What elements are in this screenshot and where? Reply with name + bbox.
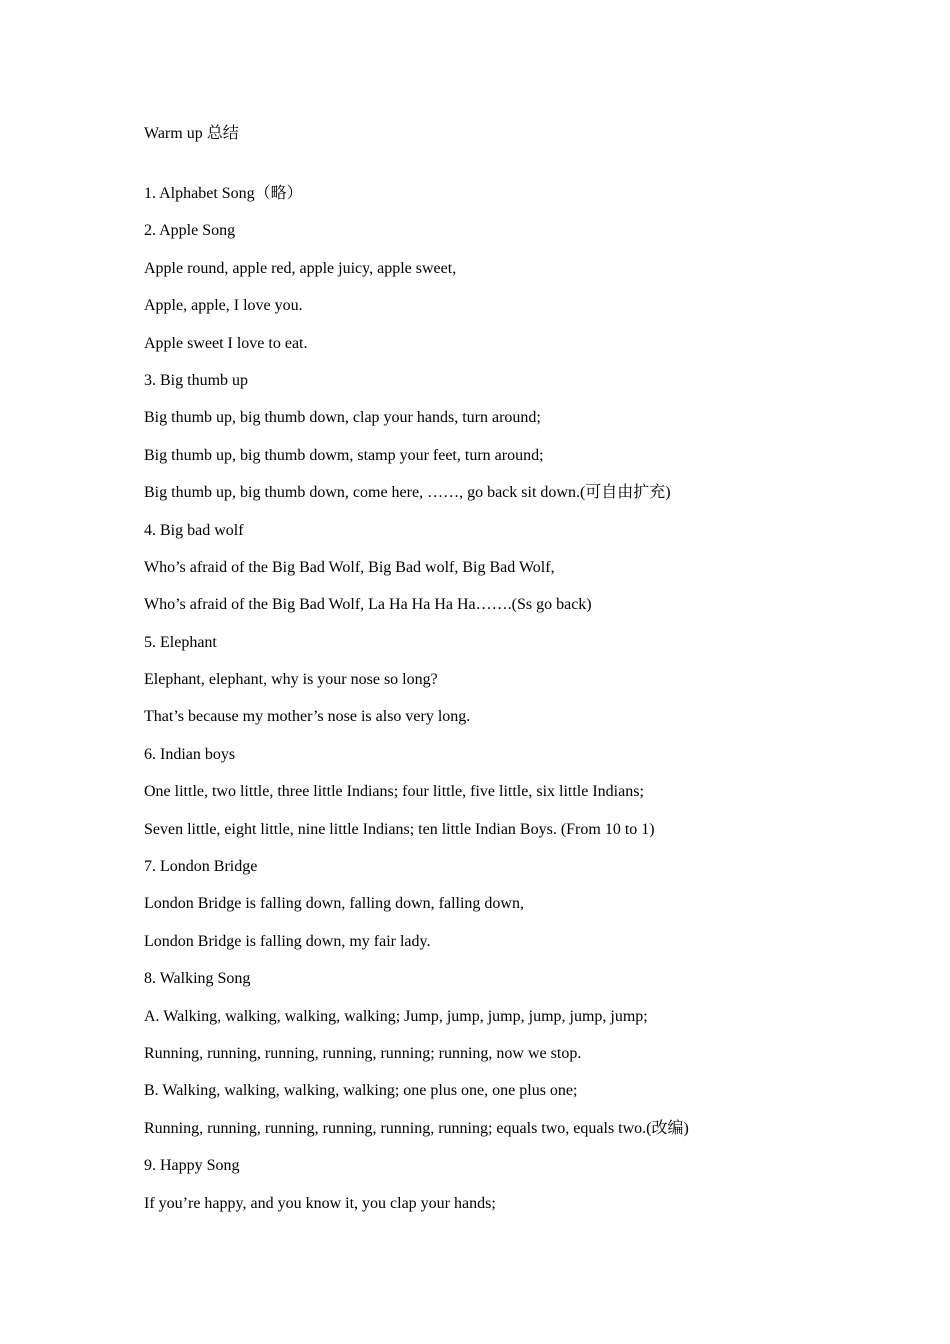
section-heading-indian-boys: 6. Indian boys: [144, 745, 236, 763]
lyric-line: Big thumb up, big thumb dowm, stamp your feet, turn around;: [144, 446, 544, 464]
section-heading-big-bad-wolf: 4. Big bad wolf: [144, 521, 244, 539]
lyric-line: Apple sweet I love to eat.: [144, 334, 308, 352]
lyric-line: Big thumb up, big thumb down, come here, ……, go back sit down.(可自由扩充): [144, 484, 671, 502]
section-heading-london-bridge: 7. London Bridge: [144, 858, 258, 876]
lyric-line: London Bridge is falling down, falling down, falling down,: [144, 895, 524, 913]
lyric-line: Elephant, elephant, why is your nose so long?: [144, 671, 438, 689]
lyric-line: Seven little, eight little, nine little Indians; ten little Indian Boys. (From 10 to 1): [144, 820, 655, 838]
lyric-line: Who’s afraid of the Big Bad Wolf, La Ha Ha Ha Ha…….(Ss go back): [144, 596, 592, 614]
section-heading-alphabet-song: 1. Alphabet Song（略）: [144, 185, 303, 202]
lyric-line: Apple round, apple red, apple juicy, apple sweet,: [144, 259, 457, 277]
lyric-line: One little, two little, three little Indians; four little, five little, six little Indians;: [144, 783, 644, 801]
lyric-line: Apple, apple, I love you.: [144, 297, 303, 315]
section-heading-happy-song: 9. Happy Song: [144, 1157, 240, 1175]
document-body: [144, 184, 904, 1231]
section-heading-apple-song: 2. Apple Song: [144, 222, 236, 240]
lyric-line: Running, running, running, running, running; running, now we stop.: [144, 1044, 582, 1062]
lyric-line: B. Walking, walking, walking, walking; one plus one, one plus one;: [144, 1082, 578, 1100]
section-heading-elephant: 5. Elephant: [144, 633, 217, 651]
lyric-line: If you’re happy, and you know it, you clap your hands;: [144, 1194, 496, 1212]
document-title: Warm up 总结: [144, 125, 239, 142]
lyric-line: Who’s afraid of the Big Bad Wolf, Big Bad wolf, Big Bad Wolf,: [144, 558, 555, 576]
lyric-line: Running, running, running, running, running, running; equals two, equals two.(改编): [144, 1119, 689, 1137]
lyric-line: A. Walking, walking, walking, walking; Jump, jump, jump, jump, jump, jump;: [144, 1007, 648, 1025]
lyric-line: That’s because my mother’s nose is also very long.: [144, 708, 471, 726]
section-heading-walking-song: 8. Walking Song: [144, 970, 251, 988]
lyric-line: London Bridge is falling down, my fair lady.: [144, 932, 431, 950]
lyric-line: Big thumb up, big thumb down, clap your hands, turn around;: [144, 409, 541, 427]
section-heading-big-thumb-up: 3. Big thumb up: [144, 371, 249, 389]
